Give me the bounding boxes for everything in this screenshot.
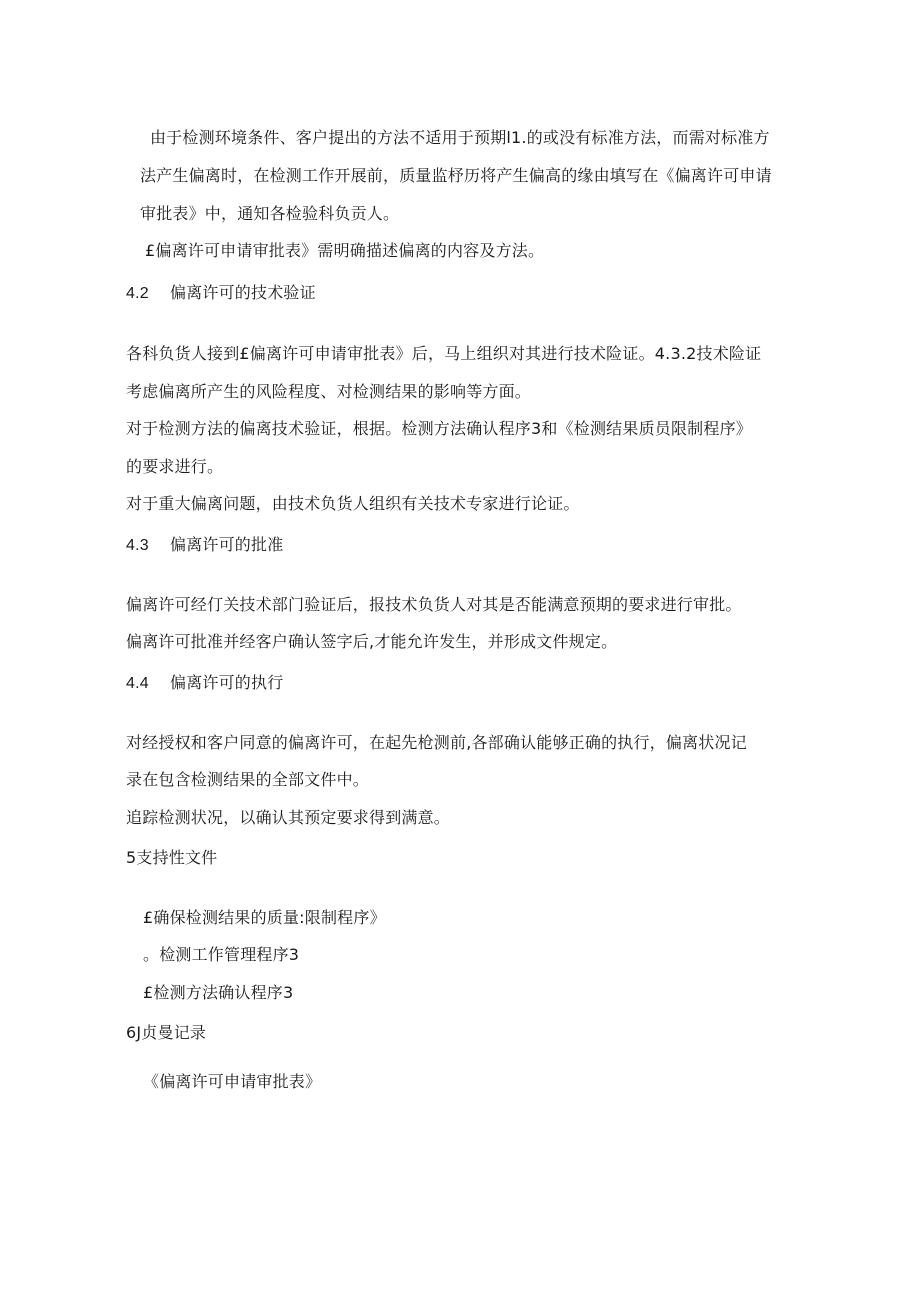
section-title: 偏离许可的技术验证 [170, 283, 316, 302]
s42-p1-line-1: 各科负货人接到£偏离许可申请审批表》后，马上组织对其进行技术险证。4.3.2技术险证 [126, 344, 762, 363]
section-title: 偏离许可的批准 [170, 535, 284, 554]
section-4-4-heading [126, 673, 283, 694]
intro-line-2: 法产生偏离时，在检测工作开展前，质量监杼历将产生偏高的缘由填写在《偏离许可申请 [140, 166, 772, 185]
s44-p2: 追踪检测状况，以确认其预定要求得到满意。 [126, 808, 451, 827]
section-title: 偏离许可的执行 [170, 673, 284, 692]
s42-p2-line-1: 对于检测方法的偏离技术验证，根据。检测方法确认程序3和《检测结果质员限制程序》 [126, 419, 752, 438]
supporting-doc-item: £检测方法确认程序3 [143, 983, 294, 1002]
intro-line-4: £偏离许可申请审批表》需明确描述偏离的内容及方法。 [145, 241, 545, 260]
s43-p2: 偏离许可批准并经客户确认签字后,才能允许发生，并形成文件规定。 [126, 632, 618, 651]
s44-p1-line-1: 对经授权和客户同意的偏离许可，在起先枪测前,各部确认能够正确的执行，偏离状况记 [126, 733, 747, 752]
supporting-doc-item: £确保检测结果的质量:限制程序》 [143, 908, 386, 927]
section-number: 4.4 [126, 675, 149, 692]
record-item: 《偏离许可申请审批表》 [143, 1072, 322, 1091]
section-5-heading: 5支持性文件 [126, 848, 218, 867]
s43-p1: 偏离许可经仃关技术部门验证后，报技术负货人对其是否能满意预期的要求进行审批。 [126, 595, 742, 614]
section-6-heading: 6J贞曼记录 [126, 1023, 207, 1042]
section-number: 4.3 [126, 537, 149, 554]
intro-line-3: 审批表》中，通知各检验科负贡人。 [140, 204, 400, 223]
s44-p1-line-2: 录在包含检测结果的全部文件中。 [126, 770, 370, 789]
s42-p2-line-2: 的要求进行。 [126, 457, 224, 476]
intro-line-1: 由于检测环境条件、客户提出的方法不适用于预期l1.的或没有标准方法，而需对标准方 [150, 128, 770, 147]
s42-p3: 对于重大偏离问题，由技术负货人组织有关技术专家进行论证。 [126, 494, 580, 513]
section-4-2-heading [126, 283, 316, 304]
s42-p1-line-2: 考虑偏离所产生的风险程度、对检测结果的影响等方面。 [126, 382, 532, 401]
section-4-3-heading [126, 535, 283, 556]
section-number: 4.2 [126, 285, 149, 302]
supporting-doc-item: 。检测工作管理程序3 [143, 945, 300, 964]
